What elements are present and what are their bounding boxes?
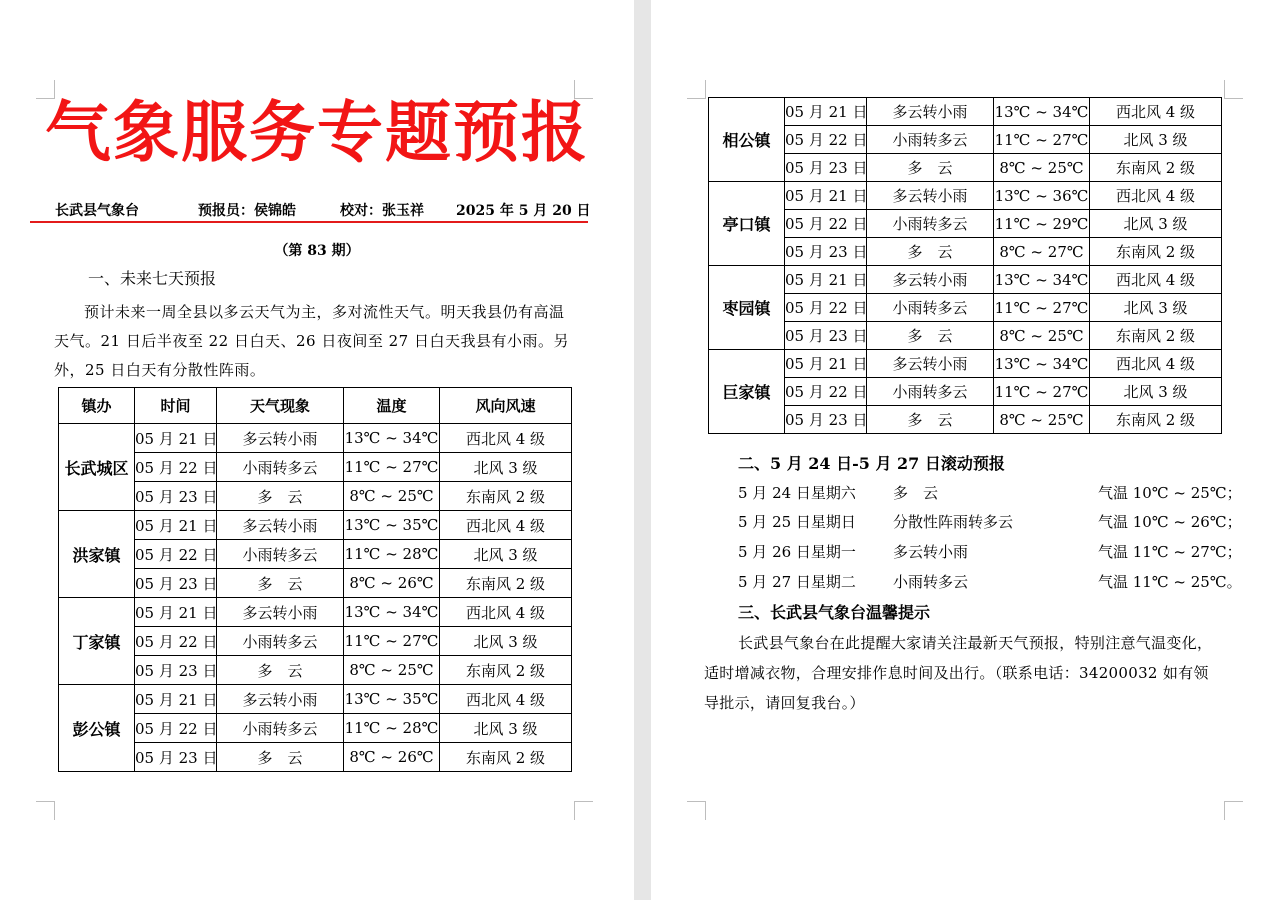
table-row — [709, 238, 1222, 266]
temperature-cell: 13℃ ~ 34℃ — [344, 598, 440, 627]
issue-number: （第 83 期） — [274, 243, 360, 259]
temperature-cell: 13℃ ~ 34℃ — [994, 350, 1090, 378]
crop-mark — [1224, 80, 1243, 99]
weather-cell: 小雨转多云 — [867, 126, 994, 154]
rolling-weather: 分散性阵雨转多云 — [893, 513, 1014, 531]
date-cell: 05 月 21 日 — [785, 350, 867, 378]
temperature-cell: 13℃ ~ 35℃ — [344, 511, 440, 540]
town-name-cell: 丁家镇 — [59, 598, 135, 685]
issue-date: 2025 年 5 月 20 日 — [456, 203, 591, 219]
weather-cell: 多云转小雨 — [867, 98, 994, 126]
weather-cell: 小雨转多云 — [867, 294, 994, 322]
wind-cell: 北风 3 级 — [1090, 378, 1222, 406]
table-row — [59, 569, 572, 598]
table-row — [59, 453, 572, 482]
date-cell: 05 月 21 日 — [785, 266, 867, 294]
town-name-cell: 洪家镇 — [59, 511, 135, 598]
table-row — [59, 482, 572, 511]
column-header: 天气现象 — [217, 388, 344, 424]
crop-mark — [1224, 801, 1243, 820]
town-name-cell: 枣园镇 — [709, 266, 785, 350]
weather-cell: 多云转小雨 — [867, 350, 994, 378]
temperature-cell: 8℃ ~ 26℃ — [344, 743, 440, 772]
date-cell: 05 月 22 日 — [135, 714, 217, 743]
section-heading: 一、未来七天预报 — [88, 269, 217, 288]
table-row — [59, 714, 572, 743]
table-row — [709, 210, 1222, 238]
forecast-table — [58, 387, 572, 772]
date-cell: 05 月 22 日 — [785, 294, 867, 322]
column-header: 风向风速 — [440, 388, 572, 424]
temperature-cell: 13℃ ~ 34℃ — [994, 266, 1090, 294]
table-header-row — [59, 388, 572, 424]
crop-mark — [36, 801, 55, 820]
wind-cell: 西北风 4 级 — [1090, 98, 1222, 126]
temperature-cell: 13℃ ~ 34℃ — [344, 424, 440, 453]
temperature-cell: 8℃ ~ 25℃ — [994, 154, 1090, 182]
rolling-day: 5 月 24 日星期六 — [738, 484, 856, 502]
wind-cell: 北风 3 级 — [440, 627, 572, 656]
weather-cell: 多云转小雨 — [217, 598, 344, 627]
document-page-1 — [0, 0, 634, 900]
wind-cell: 北风 3 级 — [440, 714, 572, 743]
temperature-cell: 8℃ ~ 25℃ — [344, 482, 440, 511]
temperature-cell: 13℃ ~ 36℃ — [994, 182, 1090, 210]
wind-cell: 东南风 2 级 — [440, 656, 572, 685]
table-row — [59, 511, 572, 540]
wind-cell: 北风 3 级 — [1090, 210, 1222, 238]
date-cell: 05 月 23 日 — [785, 238, 867, 266]
column-header: 镇办 — [59, 388, 135, 424]
town-name-cell: 彭公镇 — [59, 685, 135, 772]
rolling-day: 5 月 25 日星期日 — [738, 513, 856, 531]
weather-cell: 小雨转多云 — [217, 540, 344, 569]
weather-cell: 多 云 — [217, 482, 344, 511]
temperature-cell: 8℃ ~ 25℃ — [344, 656, 440, 685]
wind-cell: 西北风 4 级 — [1090, 182, 1222, 210]
table-row — [709, 98, 1222, 126]
weather-cell: 多云转小雨 — [217, 511, 344, 540]
temperature-cell: 11℃ ~ 27℃ — [344, 627, 440, 656]
weather-cell: 多 云 — [867, 154, 994, 182]
weather-cell: 多云转小雨 — [867, 182, 994, 210]
wind-cell: 西北风 4 级 — [1090, 266, 1222, 294]
date-cell: 05 月 21 日 — [785, 182, 867, 210]
table-row — [709, 266, 1222, 294]
wind-cell: 西北风 4 级 — [440, 424, 572, 453]
table-row — [59, 627, 572, 656]
date-cell: 05 月 23 日 — [785, 322, 867, 350]
table-row — [59, 540, 572, 569]
weather-cell: 多云转小雨 — [217, 685, 344, 714]
rolling-day: 5 月 27 日星期二 — [738, 573, 856, 591]
town-name-cell: 亭口镇 — [709, 182, 785, 266]
weather-cell: 多 云 — [867, 406, 994, 434]
date-cell: 05 月 23 日 — [785, 406, 867, 434]
table-row — [59, 656, 572, 685]
wind-cell: 东南风 2 级 — [1090, 406, 1222, 434]
table-row — [709, 350, 1222, 378]
weather-cell: 小雨转多云 — [217, 714, 344, 743]
station-name: 长武县气象台 — [55, 203, 139, 219]
date-cell: 05 月 22 日 — [785, 210, 867, 238]
rolling-temp: 气温 11℃ ~ 25℃。 — [1098, 573, 1242, 591]
document-title: 气象服务专题预报 — [45, 93, 589, 171]
wind-cell: 东南风 2 级 — [440, 482, 572, 511]
weather-cell: 小雨转多云 — [867, 378, 994, 406]
wind-cell: 北风 3 级 — [440, 453, 572, 482]
rolling-temp: 气温 11℃ ~ 27℃； — [1098, 543, 1242, 561]
crop-mark — [687, 80, 706, 99]
table-row — [59, 743, 572, 772]
table-row — [709, 406, 1222, 434]
wind-cell: 东南风 2 级 — [1090, 154, 1222, 182]
date-cell: 05 月 22 日 — [785, 126, 867, 154]
town-name-cell: 巨家镇 — [709, 350, 785, 434]
rolling-weather: 多 云 — [893, 484, 939, 502]
wind-cell: 西北风 4 级 — [440, 685, 572, 714]
table-row — [59, 598, 572, 627]
temperature-cell: 11℃ ~ 27℃ — [994, 126, 1090, 154]
date-cell: 05 月 22 日 — [135, 540, 217, 569]
weather-cell: 多 云 — [217, 743, 344, 772]
temperature-cell: 13℃ ~ 35℃ — [344, 685, 440, 714]
forecast-table-continued — [708, 97, 1222, 434]
weather-cell: 多云转小雨 — [217, 424, 344, 453]
tips-paragraph: 长武县气象台在此提醒大家请关注最新天气预报，特别注意气温变化，适时增减衣物，合理安排作息时间及出行。（联系电话：34200032 如有领导批示，请回复我台。） — [704, 634, 1213, 712]
weather-cell: 小雨转多云 — [867, 210, 994, 238]
town-name-cell: 长武城区 — [59, 424, 135, 511]
wind-cell: 西北风 4 级 — [440, 598, 572, 627]
section-heading: 二、5 月 24 日-5 月 27 日滚动预报 — [738, 454, 1005, 473]
temperature-cell: 8℃ ~ 25℃ — [994, 322, 1090, 350]
column-header: 时间 — [135, 388, 217, 424]
wind-cell: 北风 3 级 — [1090, 294, 1222, 322]
table-row — [59, 685, 572, 714]
crop-mark — [687, 801, 706, 820]
table-row — [709, 378, 1222, 406]
temperature-cell: 8℃ ~ 26℃ — [344, 569, 440, 598]
table-body — [709, 98, 1222, 434]
wind-cell: 东南风 2 级 — [1090, 238, 1222, 266]
date-cell: 05 月 22 日 — [135, 627, 217, 656]
temperature-cell: 8℃ ~ 27℃ — [994, 238, 1090, 266]
date-cell: 05 月 23 日 — [135, 569, 217, 598]
column-header: 温度 — [344, 388, 440, 424]
date-cell: 05 月 21 日 — [785, 98, 867, 126]
wind-cell: 东南风 2 级 — [440, 743, 572, 772]
section-heading: 三、长武县气象台温馨提示 — [738, 603, 931, 622]
date-cell: 05 月 23 日 — [135, 743, 217, 772]
wind-cell: 北风 3 级 — [1090, 126, 1222, 154]
temperature-cell: 11℃ ~ 27℃ — [994, 294, 1090, 322]
temperature-cell: 13℃ ~ 34℃ — [994, 98, 1090, 126]
proofreader: 校对：张玉祥 — [340, 203, 424, 219]
wind-cell: 西北风 4 级 — [440, 511, 572, 540]
weather-cell: 小雨转多云 — [217, 453, 344, 482]
weather-cell: 多云转小雨 — [867, 266, 994, 294]
rolling-weather: 多云转小雨 — [893, 543, 969, 561]
date-cell: 05 月 21 日 — [135, 598, 217, 627]
table-row — [59, 424, 572, 453]
rolling-temp: 气温 10℃ ~ 25℃； — [1098, 484, 1242, 502]
weather-cell: 多 云 — [217, 656, 344, 685]
temperature-cell: 11℃ ~ 28℃ — [344, 714, 440, 743]
wind-cell: 北风 3 级 — [440, 540, 572, 569]
table-row — [709, 322, 1222, 350]
date-cell: 05 月 23 日 — [135, 656, 217, 685]
temperature-cell: 11℃ ~ 27℃ — [994, 378, 1090, 406]
weather-cell: 多 云 — [217, 569, 344, 598]
weather-cell: 多 云 — [867, 322, 994, 350]
table-row — [709, 294, 1222, 322]
temperature-cell: 11℃ ~ 27℃ — [344, 453, 440, 482]
date-cell: 05 月 23 日 — [135, 482, 217, 511]
date-cell: 05 月 21 日 — [135, 511, 217, 540]
date-cell: 05 月 22 日 — [135, 453, 217, 482]
crop-mark — [574, 801, 593, 820]
town-name-cell: 相公镇 — [709, 98, 785, 182]
table-row — [709, 154, 1222, 182]
rolling-temp: 气温 10℃ ~ 26℃； — [1098, 513, 1242, 531]
forecaster: 预报员：侯锦皓 — [198, 203, 296, 219]
date-cell: 05 月 22 日 — [785, 378, 867, 406]
rolling-day: 5 月 26 日星期一 — [738, 543, 856, 561]
date-cell: 05 月 21 日 — [135, 424, 217, 453]
rolling-weather: 小雨转多云 — [893, 573, 969, 591]
temperature-cell: 11℃ ~ 28℃ — [344, 540, 440, 569]
wind-cell: 东南风 2 级 — [440, 569, 572, 598]
date-cell: 05 月 21 日 — [135, 685, 217, 714]
weather-cell: 小雨转多云 — [217, 627, 344, 656]
date-cell: 05 月 23 日 — [785, 154, 867, 182]
table-row — [709, 126, 1222, 154]
table-row — [709, 182, 1222, 210]
red-divider — [30, 221, 588, 223]
wind-cell: 东南风 2 级 — [1090, 322, 1222, 350]
wind-cell: 西北风 4 级 — [1090, 350, 1222, 378]
temperature-cell: 11℃ ~ 29℃ — [994, 210, 1090, 238]
temperature-cell: 8℃ ~ 25℃ — [994, 406, 1090, 434]
weather-cell: 多 云 — [867, 238, 994, 266]
forecast-paragraph: 预计未来一周全县以多云天气为主，多对流性天气。明天我县仍有高温天气。21 日后半夜至 22 日白天、26 日夜间至 27 日白天我县有小雨。另外，25 日白天有分散性阵雨。 — [54, 303, 569, 379]
table-body — [59, 424, 572, 772]
